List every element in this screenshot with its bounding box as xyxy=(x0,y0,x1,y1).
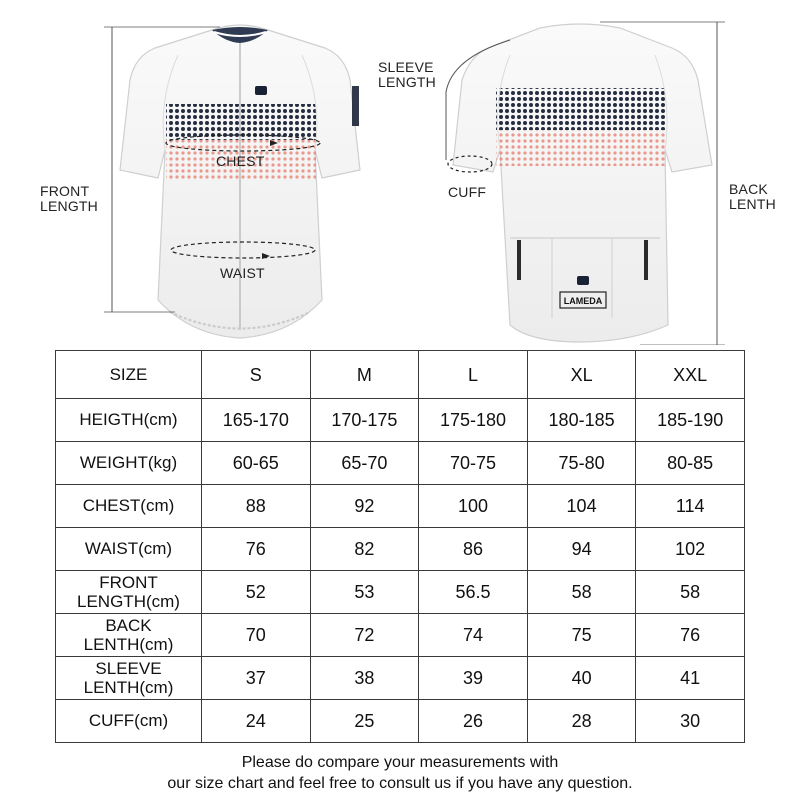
table-cell: 53 xyxy=(310,571,419,614)
size-cell-m: M xyxy=(310,351,419,399)
table-cell: 40 xyxy=(527,657,636,700)
table-cell: 58 xyxy=(527,571,636,614)
table-cell: 76 xyxy=(636,614,745,657)
measurement-note: Please do compare your measurements with our size chart and feel free to consult us if you have any question. xyxy=(167,754,633,792)
table-cell: 80-85 xyxy=(636,442,745,485)
row-label-front-length: FRONT LENGTH(cm) xyxy=(56,571,202,614)
cuff-label: CUFF xyxy=(448,184,487,200)
size-cell-xl: XL xyxy=(527,351,636,399)
table-cell: 52 xyxy=(202,571,311,614)
row-label-sleeve-length: SLEEVE LENTH(cm) xyxy=(56,657,202,700)
table-cell: 56.5 xyxy=(419,571,528,614)
table-cell: 92 xyxy=(310,485,419,528)
table-cell: 70 xyxy=(202,614,311,657)
table-cell: 170-175 xyxy=(310,399,419,442)
table-cell: 75 xyxy=(527,614,636,657)
table-cell: 175-180 xyxy=(419,399,528,442)
table-row xyxy=(56,442,745,485)
table-cell: 102 xyxy=(636,528,745,571)
table-cell: 39 xyxy=(419,657,528,700)
table-cell: 114 xyxy=(636,485,745,528)
table-cell: 74 xyxy=(419,614,528,657)
row-label-chest: CHEST(cm) xyxy=(56,485,202,528)
table-cell: 70-75 xyxy=(419,442,528,485)
table-cell: 58 xyxy=(636,571,745,614)
back-length-label: BACK LENTH xyxy=(729,181,776,212)
size-table xyxy=(55,350,745,743)
table-cell: 94 xyxy=(527,528,636,571)
table-cell: 28 xyxy=(527,700,636,743)
table-cell: 38 xyxy=(310,657,419,700)
row-label-height: HEIGTH(cm) xyxy=(56,399,202,442)
row-label-weight: WEIGHT(kg) xyxy=(56,442,202,485)
size-cell-xxl: XXL xyxy=(636,351,745,399)
row-label-back-length: BACK LENTH(cm) xyxy=(56,614,202,657)
table-row xyxy=(56,485,745,528)
jersey-illustration xyxy=(0,0,800,345)
table-row xyxy=(56,528,745,571)
table-cell: 165-170 xyxy=(202,399,311,442)
front-jersey xyxy=(120,25,360,338)
table-cell: 60-65 xyxy=(202,442,311,485)
size-header-cell: SIZE xyxy=(56,351,202,399)
back-jersey xyxy=(453,24,712,342)
table-cell: 75-80 xyxy=(527,442,636,485)
table-cell: 30 xyxy=(636,700,745,743)
waist-label: WAIST xyxy=(220,265,265,281)
table-row xyxy=(56,657,745,700)
table-row xyxy=(56,614,745,657)
table-cell: 24 xyxy=(202,700,311,743)
table-cell: 100 xyxy=(419,485,528,528)
table-cell: 41 xyxy=(636,657,745,700)
size-cell-s: S xyxy=(202,351,311,399)
table-cell: 180-185 xyxy=(527,399,636,442)
row-label-waist: WAIST(cm) xyxy=(56,528,202,571)
chest-label: CHEST xyxy=(216,153,265,169)
back-logo-text: LAMEDA xyxy=(563,296,603,306)
table-cell: 185-190 xyxy=(636,399,745,442)
size-cell-l: L xyxy=(419,351,528,399)
table-row xyxy=(56,571,745,614)
size-header-row xyxy=(56,351,745,399)
table-row xyxy=(56,700,745,743)
table-cell: 88 xyxy=(202,485,311,528)
row-label-cuff: CUFF(cm) xyxy=(56,700,202,743)
table-cell: 104 xyxy=(527,485,636,528)
table-cell: 25 xyxy=(310,700,419,743)
table-cell: 26 xyxy=(419,700,528,743)
table-cell: 37 xyxy=(202,657,311,700)
table-cell: 65-70 xyxy=(310,442,419,485)
table-cell: 72 xyxy=(310,614,419,657)
table-cell: 86 xyxy=(419,528,528,571)
table-cell: 82 xyxy=(310,528,419,571)
table-row xyxy=(56,399,745,442)
sleeve-length-label: SLEEVE LENGTH xyxy=(378,59,436,90)
table-cell: 76 xyxy=(202,528,311,571)
front-length-label: FRONT LENGTH xyxy=(40,183,98,214)
